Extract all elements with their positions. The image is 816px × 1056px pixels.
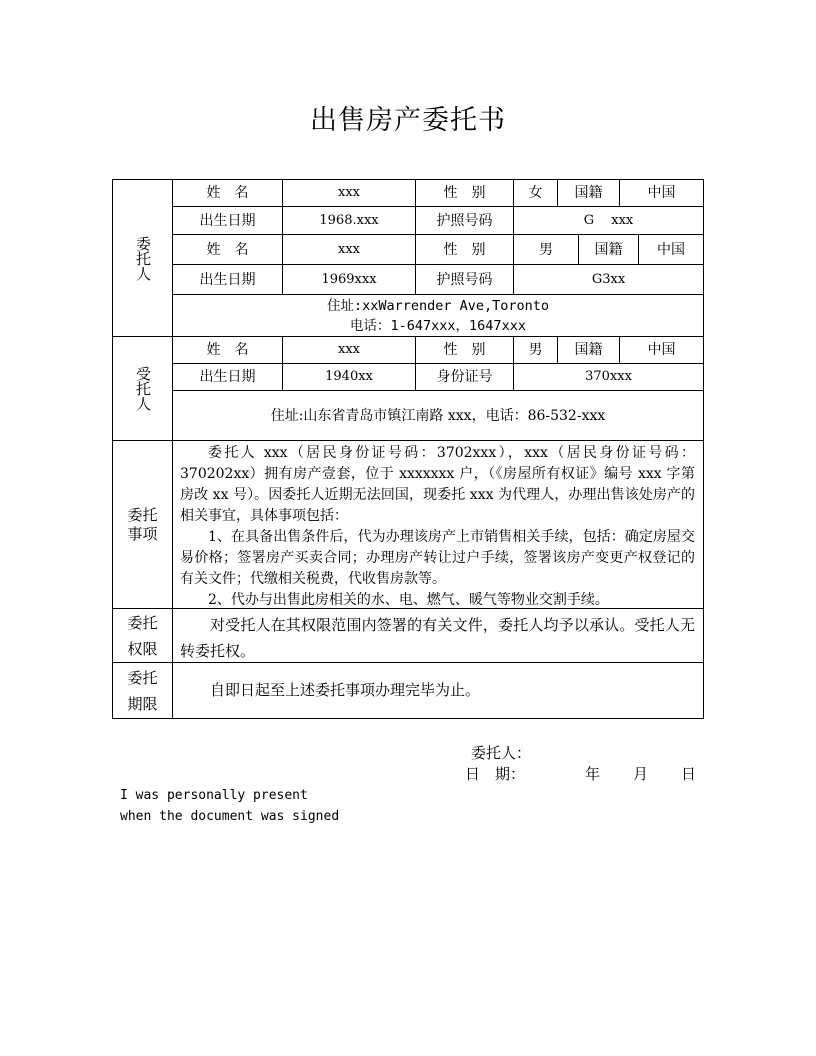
signature-year: 年 [585, 765, 601, 783]
witness-note [120, 785, 339, 827]
authority-label [113, 609, 172, 662]
principal-address: 住址:xxWarrender Ave,Toronto [326, 297, 550, 314]
term-label-line2: 期限 [127, 694, 158, 713]
principal-label [113, 180, 172, 336]
authority-text-block [180, 612, 695, 664]
p1-passport-label: 护照号码 [436, 212, 493, 229]
agent-address-phone: 住址:山东省青岛市镇江南路 xxx，电话：86-532-xxx [270, 407, 606, 424]
p2-passport-label: 护照号码 [436, 271, 493, 288]
agent-nationality-value: 中国 [647, 342, 676, 358]
matters-paragraph: 委托人 xxx（居民身份证号码：3702xxx），xxx（居民身份证号码：370202xx）拥有房产壹套，位于 xxxxxxx 户，（《房屋所有权证》编号 xxx 字第房改 xx 号）。因委托人近期无法回国，现委托 xxx 为代理人，办理出售该处房产的相关事宜，具体事项包括： [180, 445, 695, 524]
signature-day: 日 [681, 765, 697, 783]
term-text: 自即日起至上述委托事项办理完毕为止。 [210, 681, 481, 699]
p1-passport-value: G xxx [583, 212, 634, 228]
p1-gender-value: 女 [528, 185, 543, 201]
p2-nationality-label: 国籍 [594, 241, 623, 258]
matters-label-line2: 事项 [127, 524, 158, 543]
agent-name-label: 姓 名 [206, 342, 249, 358]
p2-gender-label: 性 别 [443, 241, 486, 258]
agent-dob-label: 出生日期 [199, 369, 256, 385]
p1-dob-label: 出生日期 [199, 212, 256, 229]
p2-nationality-value: 中国 [657, 241, 685, 258]
p2-name-label: 姓 名 [206, 241, 249, 258]
p1-nationality-value: 中国 [647, 185, 676, 201]
matters-item-2: 2、代办与出售此房相关的水、电、燃气、暖气等物业交割手续。 [208, 592, 609, 608]
authority-text: 对受托人在其权限范围内签署的有关文件，委托人均予以承认。受托人无转委托权。 [180, 616, 695, 660]
p2-passport-value: G3xx [591, 271, 626, 287]
agent-label-text: 受托人 [134, 366, 152, 411]
agent-id-label: 身份证号 [436, 369, 493, 385]
term-text-block [180, 680, 695, 701]
agent-name-value: xxx [338, 342, 360, 357]
p2-dob-label: 出生日期 [199, 271, 256, 288]
agent-gender-value: 男 [528, 342, 543, 358]
p1-nationality-label: 国籍 [574, 185, 603, 201]
authority-label-line2: 权限 [127, 639, 158, 658]
p2-gender-value: 男 [539, 241, 553, 258]
signature-month: 月 [633, 765, 649, 783]
agent-gender-label: 性 别 [443, 342, 486, 358]
matters-item-1: 1、在具备出售条件后，代为办理该房产上市销售相关手续，包括：确定房屋交易价格；签署房产买卖合同；办理房产转让过户手续，签署该房产变更产权登记的有关文件；代缴相关税费，代收售房款等。 [180, 529, 695, 587]
agent-dob-value: 1940xx [325, 369, 373, 384]
p1-name-value: xxx [338, 185, 360, 200]
matters-label [113, 441, 172, 608]
p1-dob-value: 1968.xxx [319, 212, 379, 228]
p1-gender-label: 性 别 [443, 185, 486, 201]
principal-contact [173, 295, 703, 336]
agent-id-value: 370xxx [585, 369, 632, 384]
term-label [113, 663, 172, 718]
p2-dob-value: 1969xxx [321, 271, 377, 287]
signature-principal-label: 委托人： [471, 744, 532, 762]
agent-label [113, 337, 172, 440]
principal-phone: 电话：1-647xxx，1647xxx [350, 317, 526, 334]
matters-label-line1: 委托 [127, 505, 158, 524]
authority-label-line1: 委托 [127, 613, 158, 632]
agent-nationality-label: 国籍 [574, 342, 603, 358]
page-title: 出售房产委托书 [310, 105, 506, 136]
term-label-line1: 委托 [127, 668, 158, 687]
signature-date-label: 日 期： [465, 765, 526, 783]
p1-name-label: 姓 名 [206, 185, 249, 201]
p2-name-value: xxx [338, 241, 360, 257]
principal-label-text: 委托人 [134, 235, 152, 281]
matters-text [180, 443, 695, 611]
witness-note-line2: when the document was signed [120, 809, 340, 824]
witness-note-line1: I was personally present [120, 788, 308, 803]
